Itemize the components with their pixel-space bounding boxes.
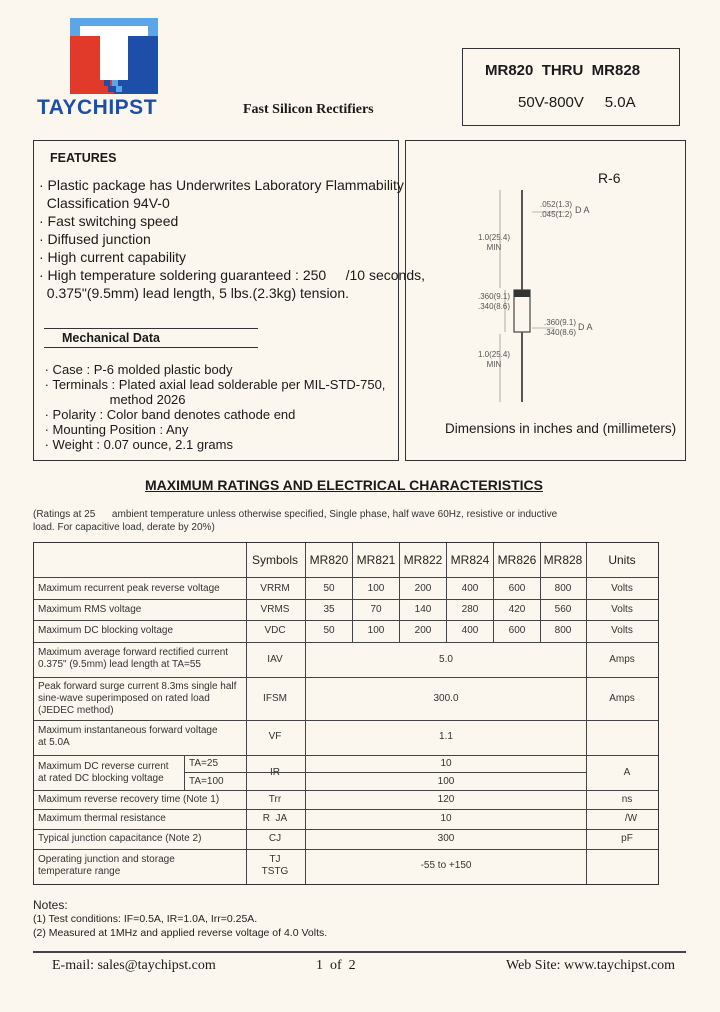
lead-diameter-label: .052(1.3) .045(1.2) xyxy=(540,200,573,219)
row-label: Operating junction and storage xyxy=(38,854,175,865)
row-label: Maximum average forward rectified current xyxy=(38,647,229,658)
feature-item: · High current capability xyxy=(39,249,187,265)
feature-item: · Plastic package has Underwrites Laboratory Flammability xyxy=(39,177,404,193)
cell-value: 600 xyxy=(508,625,526,636)
document-subtitle: Fast Silicon Rectifiers xyxy=(243,102,374,117)
cell-value: 120 xyxy=(437,794,455,805)
cell-value: 35 xyxy=(323,604,335,615)
header-units: Units xyxy=(608,553,636,567)
ratings-title: MAXIMUM RATINGS AND ELECTRICAL CHARACTERISTICS xyxy=(145,477,543,493)
row-label: Maximum recurrent peak reverse voltage xyxy=(38,583,220,594)
cell-value: 50 xyxy=(323,583,335,594)
features-list xyxy=(39,176,425,302)
row-unit: ns xyxy=(621,794,633,805)
header-mr826: MR826 xyxy=(497,553,537,567)
features-heading: FEATURES xyxy=(50,151,117,165)
condition-ta100: TA=100 xyxy=(189,776,224,787)
row-label: at 5.0A xyxy=(38,737,70,748)
row-symbol: IFSM xyxy=(263,693,287,704)
part-voltage-current: 50V-800V 5.0A xyxy=(518,94,636,111)
row-label: Maximum instantaneous forward voltage xyxy=(38,725,218,736)
feature-item: Classification 94V-0 xyxy=(39,195,170,211)
row-symbol: Trr xyxy=(268,794,282,805)
mechanical-heading: Mechanical Data xyxy=(62,331,160,345)
mechanical-item: · Mounting Position : Any xyxy=(41,422,189,437)
cell-value: 70 xyxy=(370,604,382,615)
feature-item: · High temperature soldering guaranteed : 250 /10 seconds, xyxy=(39,267,426,283)
dimensions-caption: Dimensions in inches and (millimeters) xyxy=(445,421,677,436)
mechanical-item: · Terminals : Plated axial lead solderable per MIL-STD-750, xyxy=(41,377,386,392)
row-label: Maximum thermal resistance xyxy=(38,813,166,824)
cell-value: 600 xyxy=(508,583,526,594)
row-label: Typical junction capacitance (Note 2) xyxy=(38,833,202,844)
header-mr828: MR828 xyxy=(543,553,583,567)
row-symbol: CJ xyxy=(268,833,282,844)
mechanical-item: · Case : P-6 molded plastic body xyxy=(41,362,233,377)
row-unit: /W xyxy=(624,813,638,824)
cell-value: -55 to +150 xyxy=(420,860,472,871)
part-title: MR820 THRU MR828 xyxy=(485,62,641,79)
row-label: Peak forward surge current 8.3ms single half xyxy=(38,681,237,692)
row-label: Maximum reverse recovery time (Note 1) xyxy=(38,794,220,805)
row-symbol: VDC xyxy=(264,625,286,636)
row-symbol: IR xyxy=(270,767,280,778)
row-unit: Volts xyxy=(611,604,633,615)
header-mr824: MR824 xyxy=(450,553,490,567)
row-label: Maximum DC reverse current xyxy=(38,761,169,772)
footer-page-number: 1 of 2 xyxy=(316,958,356,973)
mechanical-item: · Polarity : Color band denotes cathode end xyxy=(41,407,296,422)
footer-rule xyxy=(33,951,686,953)
taychipst-logo-mark xyxy=(70,18,158,94)
note-line: (2) Measured at 1MHz and applied reverse voltage of 4.0 Volts. xyxy=(33,927,328,939)
mechanical-top-rule xyxy=(44,328,258,329)
diode-outline-drawing xyxy=(405,140,684,420)
lead-length-bottom-label: 1.0(25.4) MIN xyxy=(478,350,511,369)
cell-value: 10 xyxy=(440,813,452,824)
cell-value: 200 xyxy=(414,625,432,636)
lead-diameter-tag: D A xyxy=(575,205,590,215)
note-line: (1) Test conditions: IF=0.5A, IR=1.0A, Irr=0.25A. xyxy=(33,913,258,925)
notes-heading: Notes: xyxy=(33,898,68,912)
cell-value: 300.0 xyxy=(433,693,459,704)
row-symbol: TJ xyxy=(269,854,281,865)
header-mr822: MR822 xyxy=(403,553,443,567)
cell-value: 1.1 xyxy=(439,731,453,742)
cell-value: 200 xyxy=(414,583,432,594)
row-unit: Amps xyxy=(609,693,635,704)
feature-item: · Diffused junction xyxy=(39,231,151,247)
ratings-note-line: (Ratings at 25 ambient temperature unless otherwise specified, Single phase, half wave 60Hz, resistive or inductive xyxy=(33,509,558,520)
cell-value: 5.0 xyxy=(439,654,453,665)
body-diameter-label: .360(9.1) .340(8.6) xyxy=(544,318,577,337)
mechanical-list xyxy=(41,362,385,452)
row-unit: Volts xyxy=(611,625,633,636)
row-label: (JEDEC method) xyxy=(38,705,114,716)
row-unit: pF xyxy=(621,833,633,844)
header-mr821: MR821 xyxy=(356,553,396,567)
cell-value: 280 xyxy=(461,604,479,615)
row-symbol: VRRM xyxy=(260,583,290,594)
cell-value: 50 xyxy=(323,625,335,636)
body-length-label: .360(9.1) .340(8.6) xyxy=(478,292,511,311)
ratings-note-line: load. For capacitive load, derate by 20%) xyxy=(33,522,215,533)
row-symbol: IAV xyxy=(267,654,283,665)
cell-value: 400 xyxy=(461,625,479,636)
cell-value: 300 xyxy=(437,833,455,844)
footer-website: Web Site: www.taychipst.com xyxy=(506,958,676,973)
row-symbol: VF xyxy=(268,731,282,742)
header-mr820: MR820 xyxy=(309,553,349,567)
row-unit: Volts xyxy=(611,583,633,594)
row-label: temperature range xyxy=(38,866,121,877)
ratings-table xyxy=(33,542,659,885)
package-name: R-6 xyxy=(598,170,621,186)
header-symbols: Symbols xyxy=(251,553,299,567)
row-unit: Amps xyxy=(609,654,635,665)
row-symbol: VRMS xyxy=(260,604,290,615)
mechanical-item: method 2026 xyxy=(41,392,186,407)
cell-value: 800 xyxy=(554,583,572,594)
ratings-note xyxy=(33,508,557,534)
cell-value: 100 xyxy=(437,776,455,787)
cell-value: 400 xyxy=(461,583,479,594)
brand-name: TAYCHIPST xyxy=(37,96,158,119)
part-number-box xyxy=(462,48,680,126)
company-logo xyxy=(70,18,158,94)
cathode-band xyxy=(514,290,530,297)
cell-value: 800 xyxy=(554,625,572,636)
row-label: 0.375" (9.5mm) lead length at TA=55 xyxy=(38,659,201,670)
feature-item: · Fast switching speed xyxy=(39,213,179,229)
condition-ta25: TA=25 xyxy=(189,758,218,769)
feature-item: 0.375"(9.5mm) lead length, 5 lbs.(2.3kg) tension. xyxy=(39,285,350,301)
cell-value: 420 xyxy=(508,604,526,615)
cell-value: 100 xyxy=(367,583,385,594)
row-label: at rated DC blocking voltage xyxy=(38,773,164,784)
mechanical-item: · Weight : 0.07 ounce, 2.1 grams xyxy=(41,437,233,452)
footer-email: E-mail: sales@taychipst.com xyxy=(52,958,216,973)
row-label: sine-wave superimposed on rated load xyxy=(38,693,210,704)
lead-length-top-label: 1.0(25.4) MIN xyxy=(478,233,511,252)
row-label: Maximum RMS voltage xyxy=(38,604,142,615)
cell-value: 560 xyxy=(554,604,572,615)
row-unit: A xyxy=(623,767,631,778)
row-label: Maximum DC blocking voltage xyxy=(38,625,174,636)
mechanical-bottom-rule xyxy=(44,347,258,348)
notes-section xyxy=(33,898,327,940)
row-symbol: R JA xyxy=(262,813,288,824)
cell-value: 10 xyxy=(440,758,452,769)
row-symbol: TSTG xyxy=(261,866,289,877)
cell-value: 100 xyxy=(367,625,385,636)
body-diameter-tag: D A xyxy=(578,322,593,332)
cell-value: 140 xyxy=(414,604,432,615)
